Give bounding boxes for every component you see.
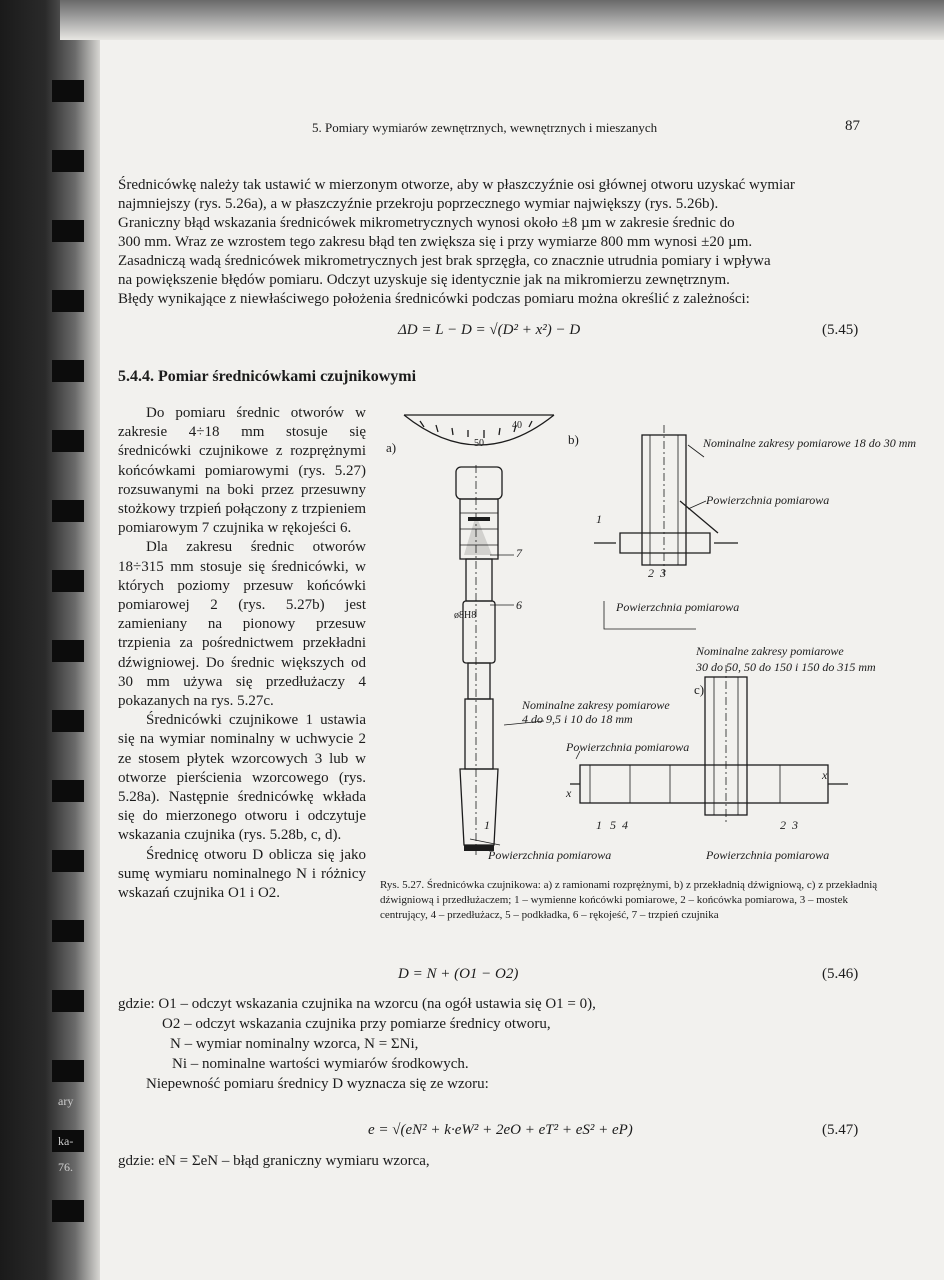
figure-caption: Rys. 5.27. Średnicówka czujnikowa: a) z ramionami rozprężnymi, b) z przekładnią dźwigniową, c) z przekładnią dźwigniową i przedłużaczem; 1 – wymienne końcówki pomiarowe, 2 – końcówka pomiarowa, 3 – mostek centrujący, 4 – przedłużacz, 5 – podkładka, 6 – rękojeść, 7 – trzpień czujnika <box>380 879 878 921</box>
binding-tab <box>52 570 84 592</box>
uncertainty-line: Niepewność pomiaru średnicy D wyznacza się ze wzoru: <box>146 1076 489 1092</box>
x-label: x <box>822 768 828 782</box>
binding-tab <box>52 150 84 172</box>
intro-line: 300 mm. Wraz ze wzrostem tego zakresu błąd ten zwiększa się i przy wymiarze 800 mm wynosi ±20 µm. <box>118 234 753 250</box>
binding-tab <box>52 850 84 872</box>
binding-tab <box>52 220 84 242</box>
b-surface: Powierzchnia pomiarowa <box>706 493 830 507</box>
intro-line: najmniejszy (rys. 5.26a), a w płaszczyźnie przekroju poprzecznego wymiar największy (rys. 5.26b). <box>118 196 719 212</box>
dial-mark: 40 <box>512 420 522 431</box>
binding-tab <box>52 780 84 802</box>
c-surface: Powierzchnia pomiarowa <box>566 740 690 754</box>
c-surface-2: Powierzchnia pomiarowa <box>706 848 830 862</box>
intro-line: Średnicówkę należy tak ustawić w mierzonym otworze, aby w płaszczyźnie osi głównej otworu uzyskać wymiar <box>118 177 795 193</box>
part-number: 7 <box>516 546 522 560</box>
part-number: 1 <box>596 818 602 832</box>
binding-tab <box>52 360 84 382</box>
running-header: 5. Pomiary wymiarów zewnętrznych, wewnętrznych i mieszanych <box>312 120 658 135</box>
equation-5-47: e = √(eN² + k·eW² + 2eO + eT² + eS² + eP) <box>368 1122 633 1138</box>
binding-tab <box>52 640 84 662</box>
figure-5-27 <box>380 405 880 875</box>
equation-5-46: D = N + (O1 − O2) <box>398 966 519 982</box>
b-range: Nominalne zakresy pomiarowe 18 do 30 mm <box>703 436 917 450</box>
section-heading <box>118 368 416 386</box>
part-number: 2 <box>648 566 654 580</box>
part-number: 1 <box>596 512 602 526</box>
binding-tab <box>52 500 84 522</box>
margin-note: ka- <box>58 1134 74 1148</box>
part-number: 6 <box>516 598 522 612</box>
binding-tab <box>52 1200 84 1222</box>
section-title: Pomiar średnicówkami czujnikowymi <box>158 368 417 385</box>
paragraph: Średnicę otworu D oblicza się jako sumę wymiaru nominalnego N i różnicy wskazań czujnika O1 i O2. <box>118 846 366 902</box>
a-range: Nominalne zakresy pomiarowe <box>522 698 670 712</box>
page-number: 87 <box>845 118 860 134</box>
binding-tab <box>52 430 84 452</box>
dial-mark: 50 <box>474 438 484 449</box>
text-column <box>118 404 366 903</box>
paragraph: Dla zakresu średnic otworów 18÷315 mm stosuje się średnicówki, w których poziomy przesuw końcówki pomiarowej 2 (rys. 5.27b) jest zamieniany na pionowy przesuw trzpienia za pośrednictwem przekładni dźwigniowej. Do średnic większych od 30 mm używa się przedłużaczy 4 pokazanych na rys. 5.27c. <box>118 539 366 710</box>
binding-tab <box>52 990 84 1012</box>
fit-label: ø8H8 <box>454 610 477 621</box>
c-range: Nominalne zakresy pomiarowe <box>696 644 844 658</box>
where-line: Ni – nominalne wartości wymiarów środkowych. <box>172 1056 469 1072</box>
binding-tab <box>52 920 84 942</box>
part-number: 3 <box>660 566 666 580</box>
where-line: N – wymiar nominalny wzorca, N = ΣNi, <box>170 1036 419 1052</box>
where-line: O2 – odczyt wskazania czujnika przy pomiarze średnicy otworu, <box>162 1016 551 1032</box>
binding-tab <box>52 290 84 312</box>
section-number: 5.4.4. <box>118 368 154 385</box>
paragraph: Do pomiaru średnic otworów w zakresie 4÷18 mm stosuje się średnicówki czujnikowe z rozprężnymi końcówkami pomiarowymi (rys. 5.27) rozsuwanymi na boki przez przesuwny stożkowy trzpień połączony z trzpieniem pomiarowym 7 czujnika w rękojeści 6. <box>118 405 366 537</box>
binding-tab <box>52 710 84 732</box>
a-surface: Powierzchnia pomiarowa <box>488 848 612 862</box>
intro-line: Błędy wynikające z niewłaściwego położenia średnicówki podczas pomiaru można określić z zależności: <box>118 291 750 307</box>
equation-5-45-label: (5.45) <box>822 322 859 338</box>
part-number: 2 <box>780 818 786 832</box>
part-number: 5 <box>610 818 616 832</box>
top-scan-band <box>60 0 944 40</box>
a-range-values: 4 do 9,5 i 10 do 18 mm <box>522 712 633 726</box>
binding-tab <box>52 1060 84 1082</box>
part-number: 1 <box>484 818 490 832</box>
c-range-values: 30 do 50, 50 do 150 i 150 do 315 mm <box>696 660 876 674</box>
panel-c-label: c) <box>694 682 705 697</box>
equation-5-46-label: (5.46) <box>822 966 859 982</box>
intro-line: Zasadniczą wadą średnicówek mikrometrycznych jest brak sprzęgła, co znacznie utrudnia pomiary i wpływa <box>118 253 771 269</box>
intro-line: Graniczny błąd wskazania średnicówek mikrometrycznych wynosi około ±8 µm w zakresie średnic do <box>118 215 735 231</box>
margin-note: ary <box>58 1094 74 1108</box>
where-line: gdzie: O1 – odczyt wskazania czujnika na wzorcu (na ogół ustawia się O1 = 0), <box>118 996 596 1012</box>
panel-a-label: a) <box>386 440 397 455</box>
binding-tab <box>52 80 84 102</box>
b-surface-2: Powierzchnia pomiarowa <box>616 600 740 614</box>
x-label: x <box>566 786 572 800</box>
equation-5-45: ΔD = L − D = √(D² + x²) − D <box>398 322 581 338</box>
paragraph: Średnicówki czujnikowe 1 ustawia się na wymiar nominalny w uchwycie 2 ze stosem płytek wzorcowych 3 lub w otworze pierścienia wzorcowego (rys. 5.28a). Następnie średnicówkę wkłada się do mierzonego otworu i odczytuje wskazania czujnika (rys. 5.28b, c, d). <box>118 712 366 844</box>
equation-5-47-label: (5.47) <box>822 1122 859 1138</box>
where-line: gdzie: eN = ΣeN – błąd graniczny wymiaru wzorca, <box>118 1153 430 1169</box>
book-binding-shadow <box>0 0 100 1280</box>
part-number: 3 <box>792 818 798 832</box>
intro-line: na powiększenie błędów pomiaru. Odczyt uzyskuje się identycznie jak na mikromierzu zewnętrznym. <box>118 272 730 288</box>
margin-note: 76. <box>58 1160 73 1174</box>
panel-b-label: b) <box>568 432 579 447</box>
part-number: 4 <box>622 818 628 832</box>
